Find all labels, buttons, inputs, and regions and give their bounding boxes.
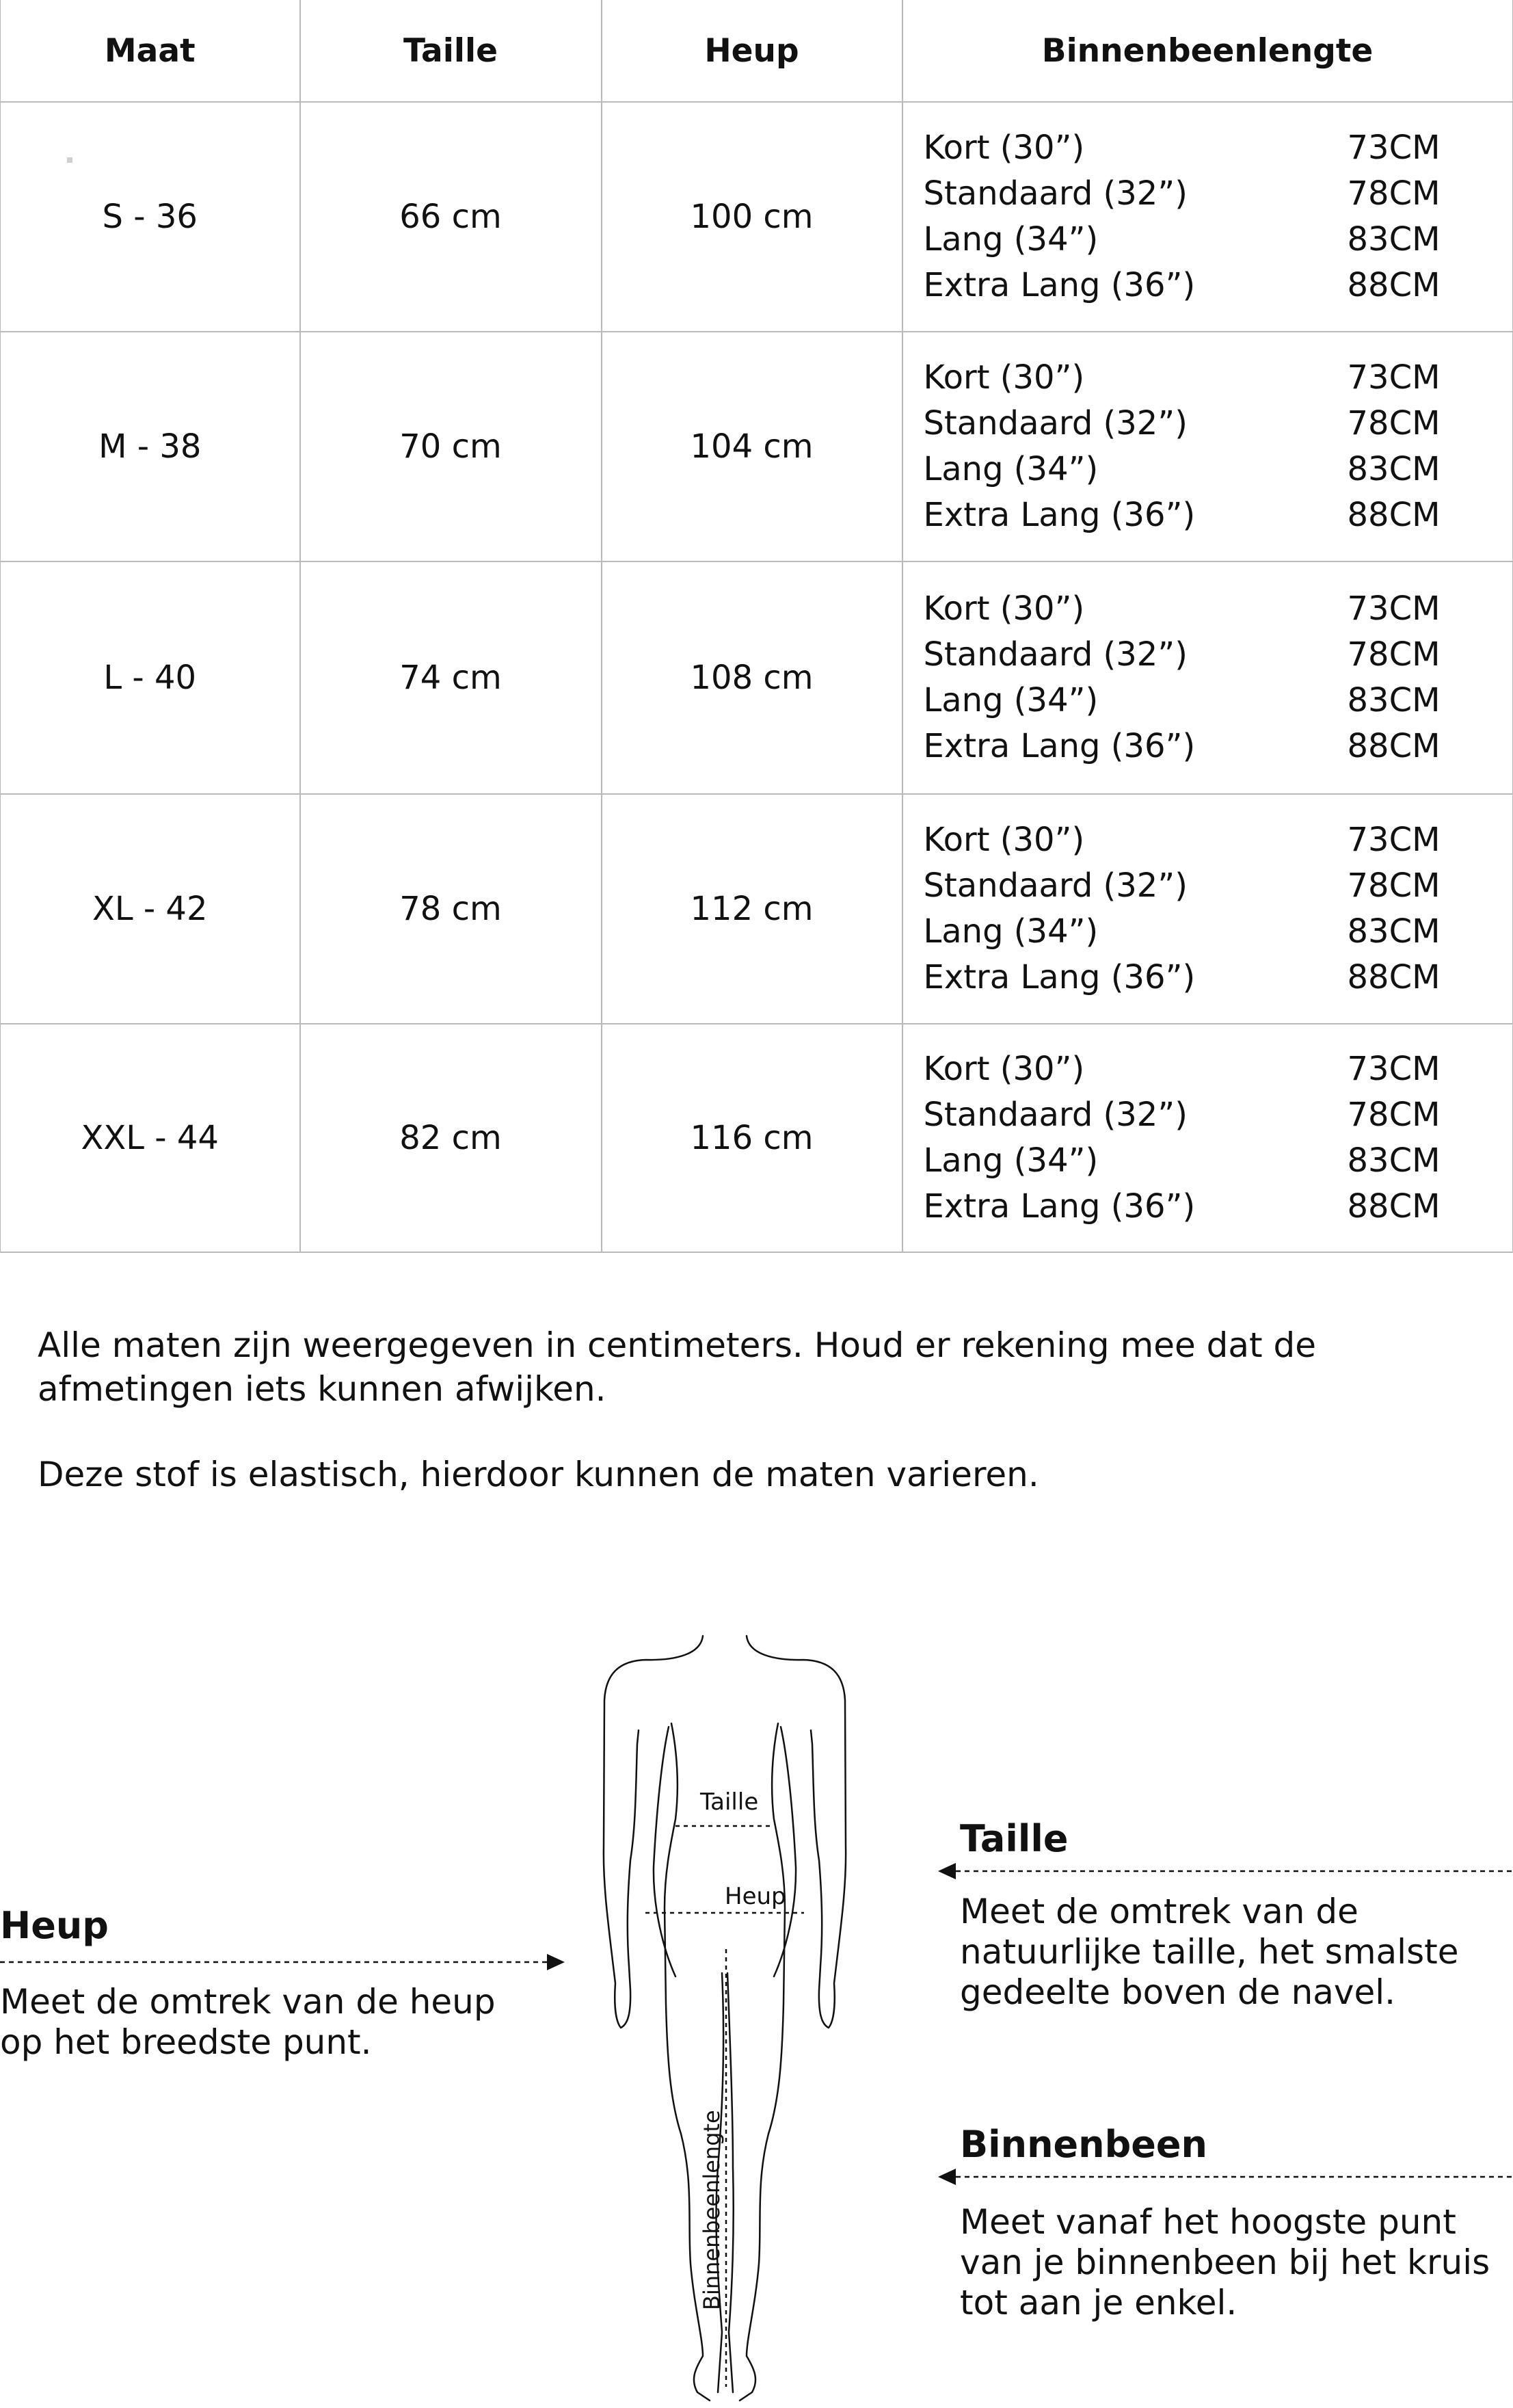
inseam-option-value: 78CM bbox=[1347, 635, 1441, 674]
inseam-option-label: Standaard (32”) bbox=[923, 404, 1188, 442]
inseam-option-label: Standaard (32”) bbox=[923, 174, 1188, 213]
cell-size: L - 40 bbox=[1, 561, 300, 794]
inseam-option bbox=[924, 1138, 1512, 1184]
cell-hip: 108 cm bbox=[602, 561, 902, 794]
callout-hip-title: Heup bbox=[0, 1904, 109, 1947]
table-row bbox=[1, 332, 1513, 561]
inseam-option-label: Standaard (32”) bbox=[923, 1096, 1188, 1134]
inseam-option bbox=[924, 955, 1512, 1001]
cell-waist: 70 cm bbox=[300, 332, 602, 561]
inseam-option-value: 78CM bbox=[1347, 1096, 1441, 1134]
inseam-option bbox=[924, 171, 1512, 217]
callout-hip-text bbox=[0, 1982, 547, 2063]
inseam-option-value: 83CM bbox=[1347, 1141, 1441, 1180]
inseam-option bbox=[924, 263, 1512, 308]
note-measurements: Alle maten zijn weergegeven in centimeters. Houd er rekening mee dat de afmetingen iets kunnen afwijken. bbox=[38, 1325, 1316, 1409]
inseam-option-label: Standaard (32”) bbox=[923, 635, 1188, 674]
inseam-option-value: 73CM bbox=[1347, 358, 1441, 397]
inseam-option-label: Extra Lang (36”) bbox=[923, 727, 1196, 765]
inseam-option-value: 73CM bbox=[1347, 821, 1441, 859]
figure-outline-shoulders bbox=[604, 1636, 703, 2028]
cell-inseam bbox=[902, 794, 1513, 1024]
inseam-option bbox=[924, 447, 1512, 492]
cell-waist: 66 cm bbox=[300, 102, 602, 332]
callout-inseam-text bbox=[960, 2202, 1507, 2323]
inseam-option-value: 73CM bbox=[1347, 129, 1441, 167]
inseam-option-value: 88CM bbox=[1347, 1187, 1441, 1226]
table-row bbox=[1, 794, 1513, 1024]
callout-inseam-arrow bbox=[935, 2167, 1513, 2187]
cell-size: M - 38 bbox=[1, 332, 300, 561]
inseam-option-label: Extra Lang (36”) bbox=[923, 1187, 1196, 1226]
inseam-option-label: Kort (30”) bbox=[923, 821, 1085, 859]
cell-size: XXL - 44 bbox=[1, 1024, 300, 1252]
callout-waist-line2: natuurlijke taille, het smalste bbox=[960, 1932, 1459, 1972]
callout-waist-arrow bbox=[935, 1861, 1513, 1881]
inseam-option-value: 88CM bbox=[1347, 727, 1441, 765]
inseam-option bbox=[924, 401, 1512, 447]
cell-size: XL - 42 bbox=[1, 794, 300, 1024]
header-size: Maat bbox=[1, 0, 300, 102]
header-hip: Heup bbox=[602, 0, 902, 102]
callout-inseam-line2: van je binnenbeen bij het kruis bbox=[960, 2242, 1490, 2282]
cell-inseam bbox=[902, 102, 1513, 332]
inseam-option-label: Kort (30”) bbox=[923, 1050, 1085, 1088]
callout-waist-line3: gedeelte boven de navel. bbox=[960, 1972, 1396, 2012]
table-header-row bbox=[1, 0, 1513, 102]
inseam-option-value: 73CM bbox=[1347, 590, 1441, 628]
inseam-option-value: 78CM bbox=[1347, 866, 1441, 905]
inseam-option bbox=[924, 1046, 1512, 1092]
inseam-option-value: 83CM bbox=[1347, 220, 1441, 259]
inseam-option-value: 83CM bbox=[1347, 912, 1441, 951]
figure-label-hip: Heup bbox=[725, 1883, 786, 1910]
inseam-option-value: 78CM bbox=[1347, 174, 1441, 213]
figure-label-inseam: Binnenbeenlengte bbox=[699, 2110, 725, 2310]
inseam-option-value: 73CM bbox=[1347, 1050, 1441, 1088]
cell-inseam bbox=[902, 332, 1513, 561]
inseam-option bbox=[924, 863, 1512, 909]
inseam-option-label: Extra Lang (36”) bbox=[923, 266, 1196, 304]
inseam-option-label: Lang (34”) bbox=[923, 450, 1099, 488]
table-row bbox=[1, 1024, 1513, 1252]
inseam-option-value: 83CM bbox=[1347, 450, 1441, 488]
inseam-option-label: Lang (34”) bbox=[923, 681, 1099, 719]
inseam-option-label: Lang (34”) bbox=[923, 220, 1099, 259]
callout-waist-text bbox=[960, 1892, 1507, 2013]
callout-inseam-line3: tot aan je enkel. bbox=[960, 2283, 1237, 2323]
inseam-option-value: 78CM bbox=[1347, 404, 1441, 442]
figure-label-waist: Taille bbox=[700, 1788, 759, 1816]
inseam-option bbox=[924, 1184, 1512, 1230]
inseam-option-label: Extra Lang (36”) bbox=[923, 496, 1196, 534]
inseam-option bbox=[924, 217, 1512, 263]
callout-inseam-title: Binnenbeen bbox=[960, 2123, 1207, 2166]
inseam-option bbox=[924, 586, 1512, 632]
header-inseam: Binnenbeenlengte bbox=[902, 0, 1513, 102]
callout-hip-arrow bbox=[0, 1952, 567, 1972]
note-stretch: Deze stof is elastisch, hierdoor kunnen de maten varieren. bbox=[38, 1455, 1039, 1494]
inseam-option-value: 83CM bbox=[1347, 681, 1441, 719]
inseam-option bbox=[924, 678, 1512, 724]
inseam-option-label: Kort (30”) bbox=[923, 590, 1085, 628]
cell-hip: 100 cm bbox=[602, 102, 902, 332]
inseam-option bbox=[924, 909, 1512, 955]
inseam-option bbox=[924, 724, 1512, 769]
inseam-option-label: Standaard (32”) bbox=[923, 866, 1188, 905]
cell-inseam bbox=[902, 561, 1513, 794]
body-figure bbox=[588, 1621, 861, 2408]
cell-inseam bbox=[902, 1024, 1513, 1252]
cell-waist: 78 cm bbox=[300, 794, 602, 1024]
inseam-option-value: 88CM bbox=[1347, 958, 1441, 996]
figure-outline-shoulders-right bbox=[747, 1636, 846, 2028]
inseam-option-label: Kort (30”) bbox=[923, 358, 1085, 397]
cell-hip: 112 cm bbox=[602, 794, 902, 1024]
cell-waist: 82 cm bbox=[300, 1024, 602, 1252]
cell-size: S - 36 bbox=[1, 102, 300, 332]
inseam-option-label: Lang (34”) bbox=[923, 1141, 1099, 1180]
inseam-option-value: 88CM bbox=[1347, 266, 1441, 304]
inseam-option bbox=[924, 1092, 1512, 1138]
cell-waist: 74 cm bbox=[300, 561, 602, 794]
figure-outline-right-torso bbox=[740, 1723, 785, 2400]
inseam-option bbox=[924, 492, 1512, 538]
callout-waist-title: Taille bbox=[960, 1817, 1069, 1860]
inseam-option-label: Extra Lang (36”) bbox=[923, 958, 1196, 996]
callout-waist-line1: Meet de omtrek van de bbox=[960, 1892, 1358, 1931]
callout-hip-line1: Meet de omtrek van de heup bbox=[0, 1982, 496, 2022]
header-waist: Taille bbox=[300, 0, 602, 102]
table-row bbox=[1, 102, 1513, 332]
inseam-option bbox=[924, 817, 1512, 863]
callout-inseam-line1: Meet vanaf het hoogste punt bbox=[960, 2202, 1456, 2242]
inseam-option-label: Lang (34”) bbox=[923, 912, 1099, 951]
cell-hip: 104 cm bbox=[602, 332, 902, 561]
inseam-option-label: Kort (30”) bbox=[923, 129, 1085, 167]
callout-hip-line2: op het breedste punt. bbox=[0, 2022, 372, 2062]
inseam-option bbox=[924, 355, 1512, 401]
inseam-option bbox=[924, 125, 1512, 171]
inseam-option bbox=[924, 632, 1512, 678]
inseam-option-value: 88CM bbox=[1347, 496, 1441, 534]
table-row bbox=[1, 561, 1513, 794]
cell-hip: 116 cm bbox=[602, 1024, 902, 1252]
stray-dot bbox=[67, 157, 72, 163]
